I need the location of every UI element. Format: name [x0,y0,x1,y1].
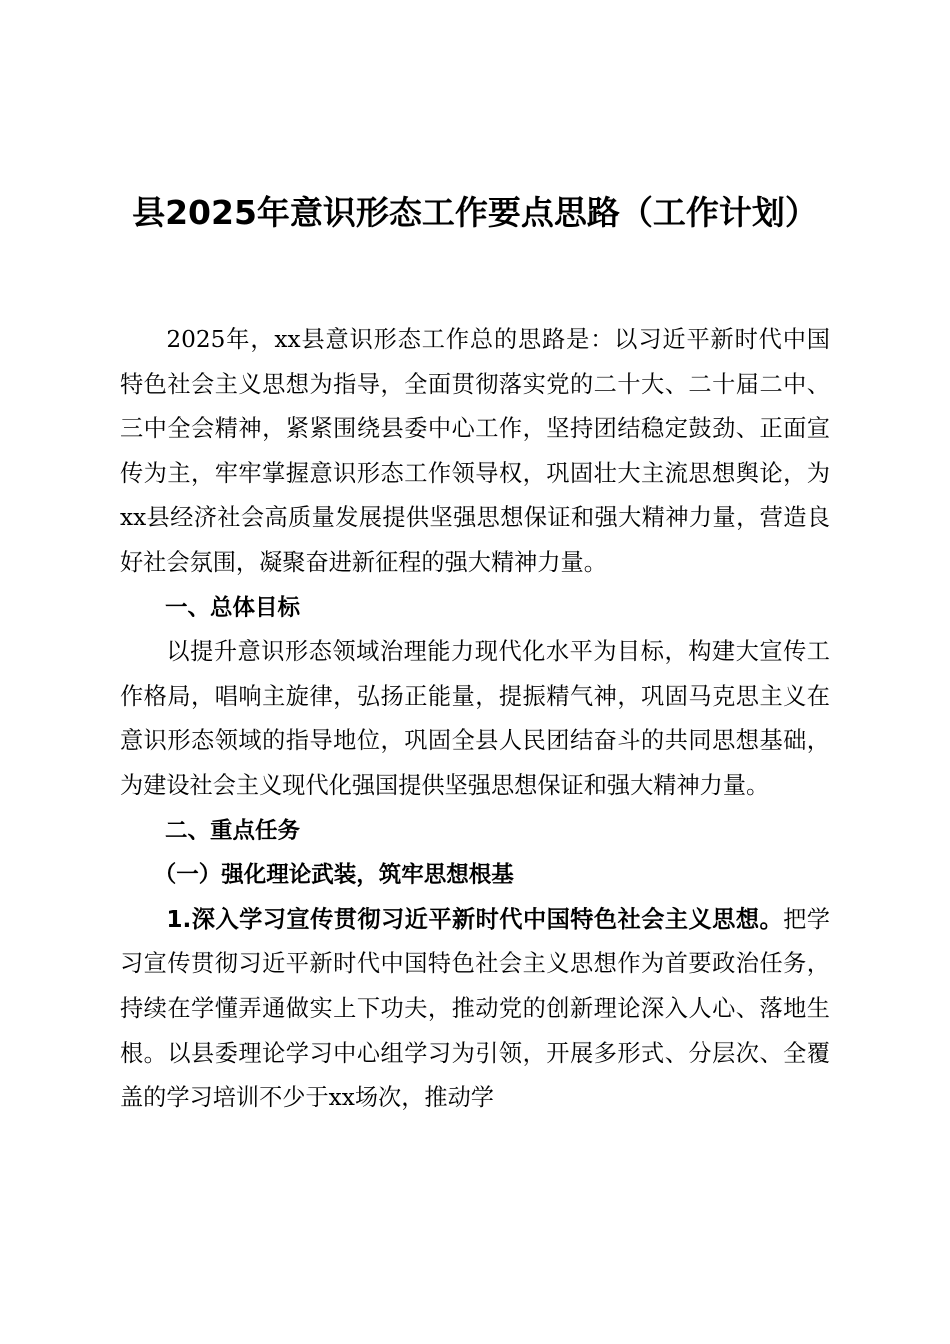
document-title: 县2025年意识形态工作要点思路（工作计划） [132,193,818,232]
item-1-text: 把学习宣传贯彻习近平新时代中国特色社会主义思想作为首要政治任务，持续在学懂弄通做实上下功夫，推动党的创新理论深入人心、落地生根。以县委理论学习中心组学习为引领，开展多形式、分层次、全覆盖的学习培训不少于xx场次，推动学 [120,905,830,1112]
section-heading-overall-goal: 一、总体目标 [165,594,301,621]
item-1-lead: 1.深入学习宣传贯彻习近平新时代中国特色社会主义思想。 [166,905,784,933]
overall-goal-paragraph: 以提升意识形态领域治理能力现代化水平为目标，构建大宣传工作格局，唱响主旋律，弘扬正能量，提振精气神，巩固马克思主义在意识形态领域的指导地位，巩固全县人民团结奋斗的共同思想基础，为建设社会主义现代化强国提供坚强思想保证和强大精神力量。 [120,638,830,799]
item-1-paragraph [120,898,830,1121]
section-heading-key-tasks: 二、重点任务 [165,817,301,844]
subsection-heading-theory: （一）强化理论武装，筑牢思想根基 [153,862,514,889]
document-body [120,318,830,1121]
intro-paragraph: 2025年，xx县意识形态工作总的思路是：以习近平新时代中国特色社会主义思想为指导，全面贯彻落实党的二十大、二十届二中、三中全会精神，紧紧围绕县委中心工作，坚持团结稳定鼓劲、正面宣传为主，牢牢掌握意识形态工作领导权，巩固壮大主流思想舆论，为xx县经济社会高质量发展提供坚强思想保证和强大精神力量，营造良好社会氛围，凝聚奋进新征程的强大精神力量。 [120,326,830,576]
